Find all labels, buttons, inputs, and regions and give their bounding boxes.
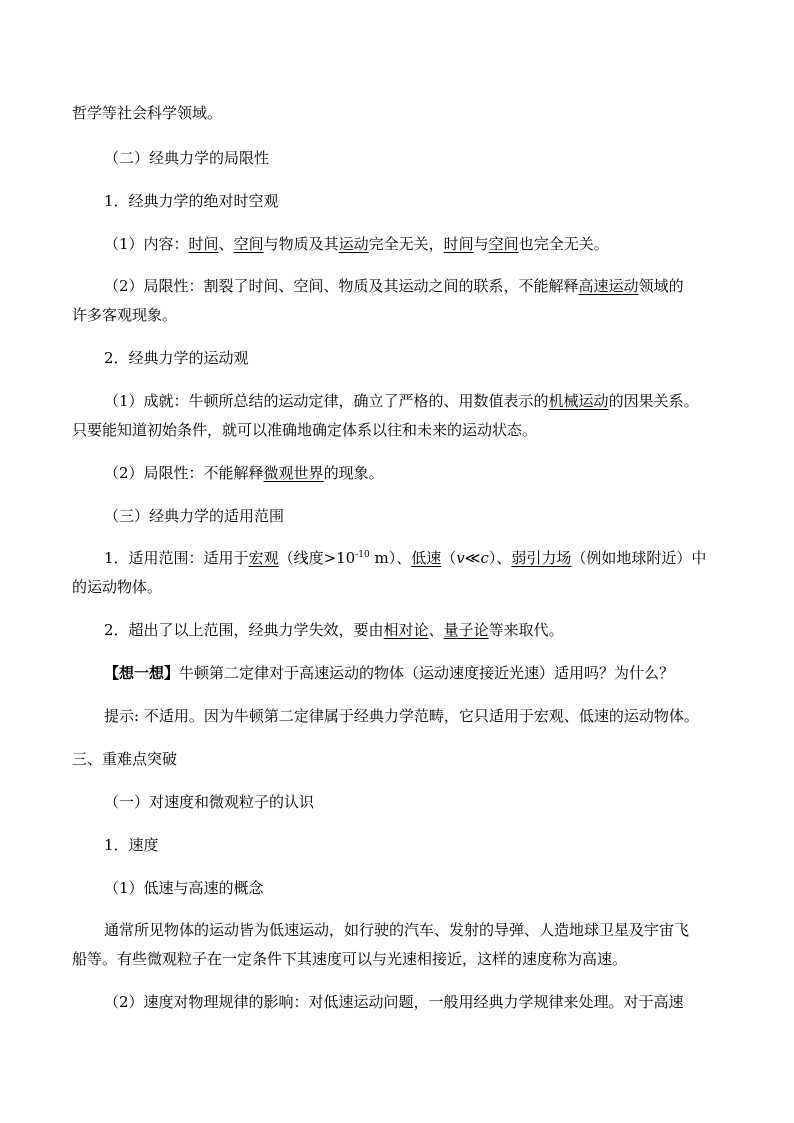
subsection-heading: 1．经典力学的绝对时空观 [104,192,279,210]
text-span: 2．超出了以上范围，经典力学失效，要由 [104,621,384,639]
text-line [104,463,384,483]
symbol-v: v [456,549,465,567]
text-line [104,234,609,254]
keyword-underlined: 微观世界 [263,464,324,482]
section-heading: （一）对速度和微观粒子的认识 [104,793,315,811]
text-line [104,620,564,640]
text-span: （1）内容： [104,235,189,253]
text-span: （例如地球附近）中 [571,549,707,567]
much-less-symbol: ≪ [464,549,481,567]
text-span: 与 [473,235,489,253]
text-span: 、 [428,621,444,639]
text-span: 与物质及其 [263,235,339,253]
keyword-underlined: 弱引力场 [511,549,572,567]
text-span: 完全无关， [368,235,444,253]
text-span: （ [441,549,457,567]
text-span: （1）成就：牛顿所总结的运动定律，确立了严格的、用数值表示的 [104,392,549,410]
keyword-underlined: 相对论 [383,621,429,639]
symbol-c: c [480,549,489,567]
think-question [104,663,674,683]
text-line: （1）低速与高速的概念 [104,879,264,897]
text-line: 船等。有些微观粒子在一定条件下其速度可以与光速相接近，这样的速度称为高速。 [72,950,628,968]
section-heading: （三）经典力学的适用范围 [104,507,285,525]
text-span: （线度>10 [278,549,356,567]
keyword-underlined: 高速运动 [578,277,639,295]
text-line [104,548,706,568]
text-line: 哲学等社会科学领域。 [72,104,223,122]
think-tag: 【想一想】 [104,664,180,682]
text-span: 的因果关系。 [608,392,699,410]
text-span: 领域的 [638,277,684,295]
keyword-underlined: 宏观 [248,549,279,567]
text-line: （2）速度对物理规律的影响：对低速运动问题，一般用经典力学规律来处理。对于高速 [104,993,684,1011]
keyword-underlined: 时间 [188,235,219,253]
text-line: 只要能知道初始条件，就可以准确地确定体系以往和未来的运动状态。 [72,421,538,439]
text-span: 的现象。 [323,464,384,482]
text-line: 许多客观现象。 [72,306,178,324]
text-span: 也完全无关。 [518,235,609,253]
subsection-heading: 2．经典力学的运动观 [104,349,249,367]
text-line: 通常所见物体的运动皆为低速运动，如行驶的汽车、发射的导弹、人造地球卫星及宇宙飞 [104,921,690,939]
hint-line: 提示: 不适用。因为牛顿第二定律属于经典力学范畴，它只适用于宏观、低速的运动物体。 [104,707,699,725]
text-line [104,276,684,296]
text-span: （2）局限性：不能解释 [104,464,264,482]
text-span: m）、 [369,549,412,567]
text-span: 1．适用范围：适用于 [104,549,249,567]
keyword-underlined: 时间 [443,235,474,253]
keyword-underlined: 空间 [233,235,264,253]
keyword-underlined: 低速 [411,549,442,567]
exponent: -10 [355,550,370,560]
section-heading: （二）经典力学的局限性 [104,149,270,167]
keyword-underlined: 机械运动 [548,392,609,410]
text-line: 的运动物体。 [72,578,163,596]
keyword-underlined: 空间 [488,235,519,253]
keyword-underlined: 量子论 [443,621,489,639]
chapter-heading: 三、重难点突破 [72,750,178,768]
text-span: （2）局限性：割裂了时间、空间、物质及其运动之间的联系，不能解释 [104,277,579,295]
text-span: 牛顿第二定律对于高速运动的物体（运动速度接近光速）适用吗？为什么？ [179,664,675,682]
text-span: 等来取代。 [488,621,564,639]
text-line [104,391,699,411]
keyword-underlined: 运动 [338,235,369,253]
text-span: ）、 [488,549,512,567]
subsection-heading: 1．速度 [104,836,159,854]
text-span: 、 [218,235,234,253]
